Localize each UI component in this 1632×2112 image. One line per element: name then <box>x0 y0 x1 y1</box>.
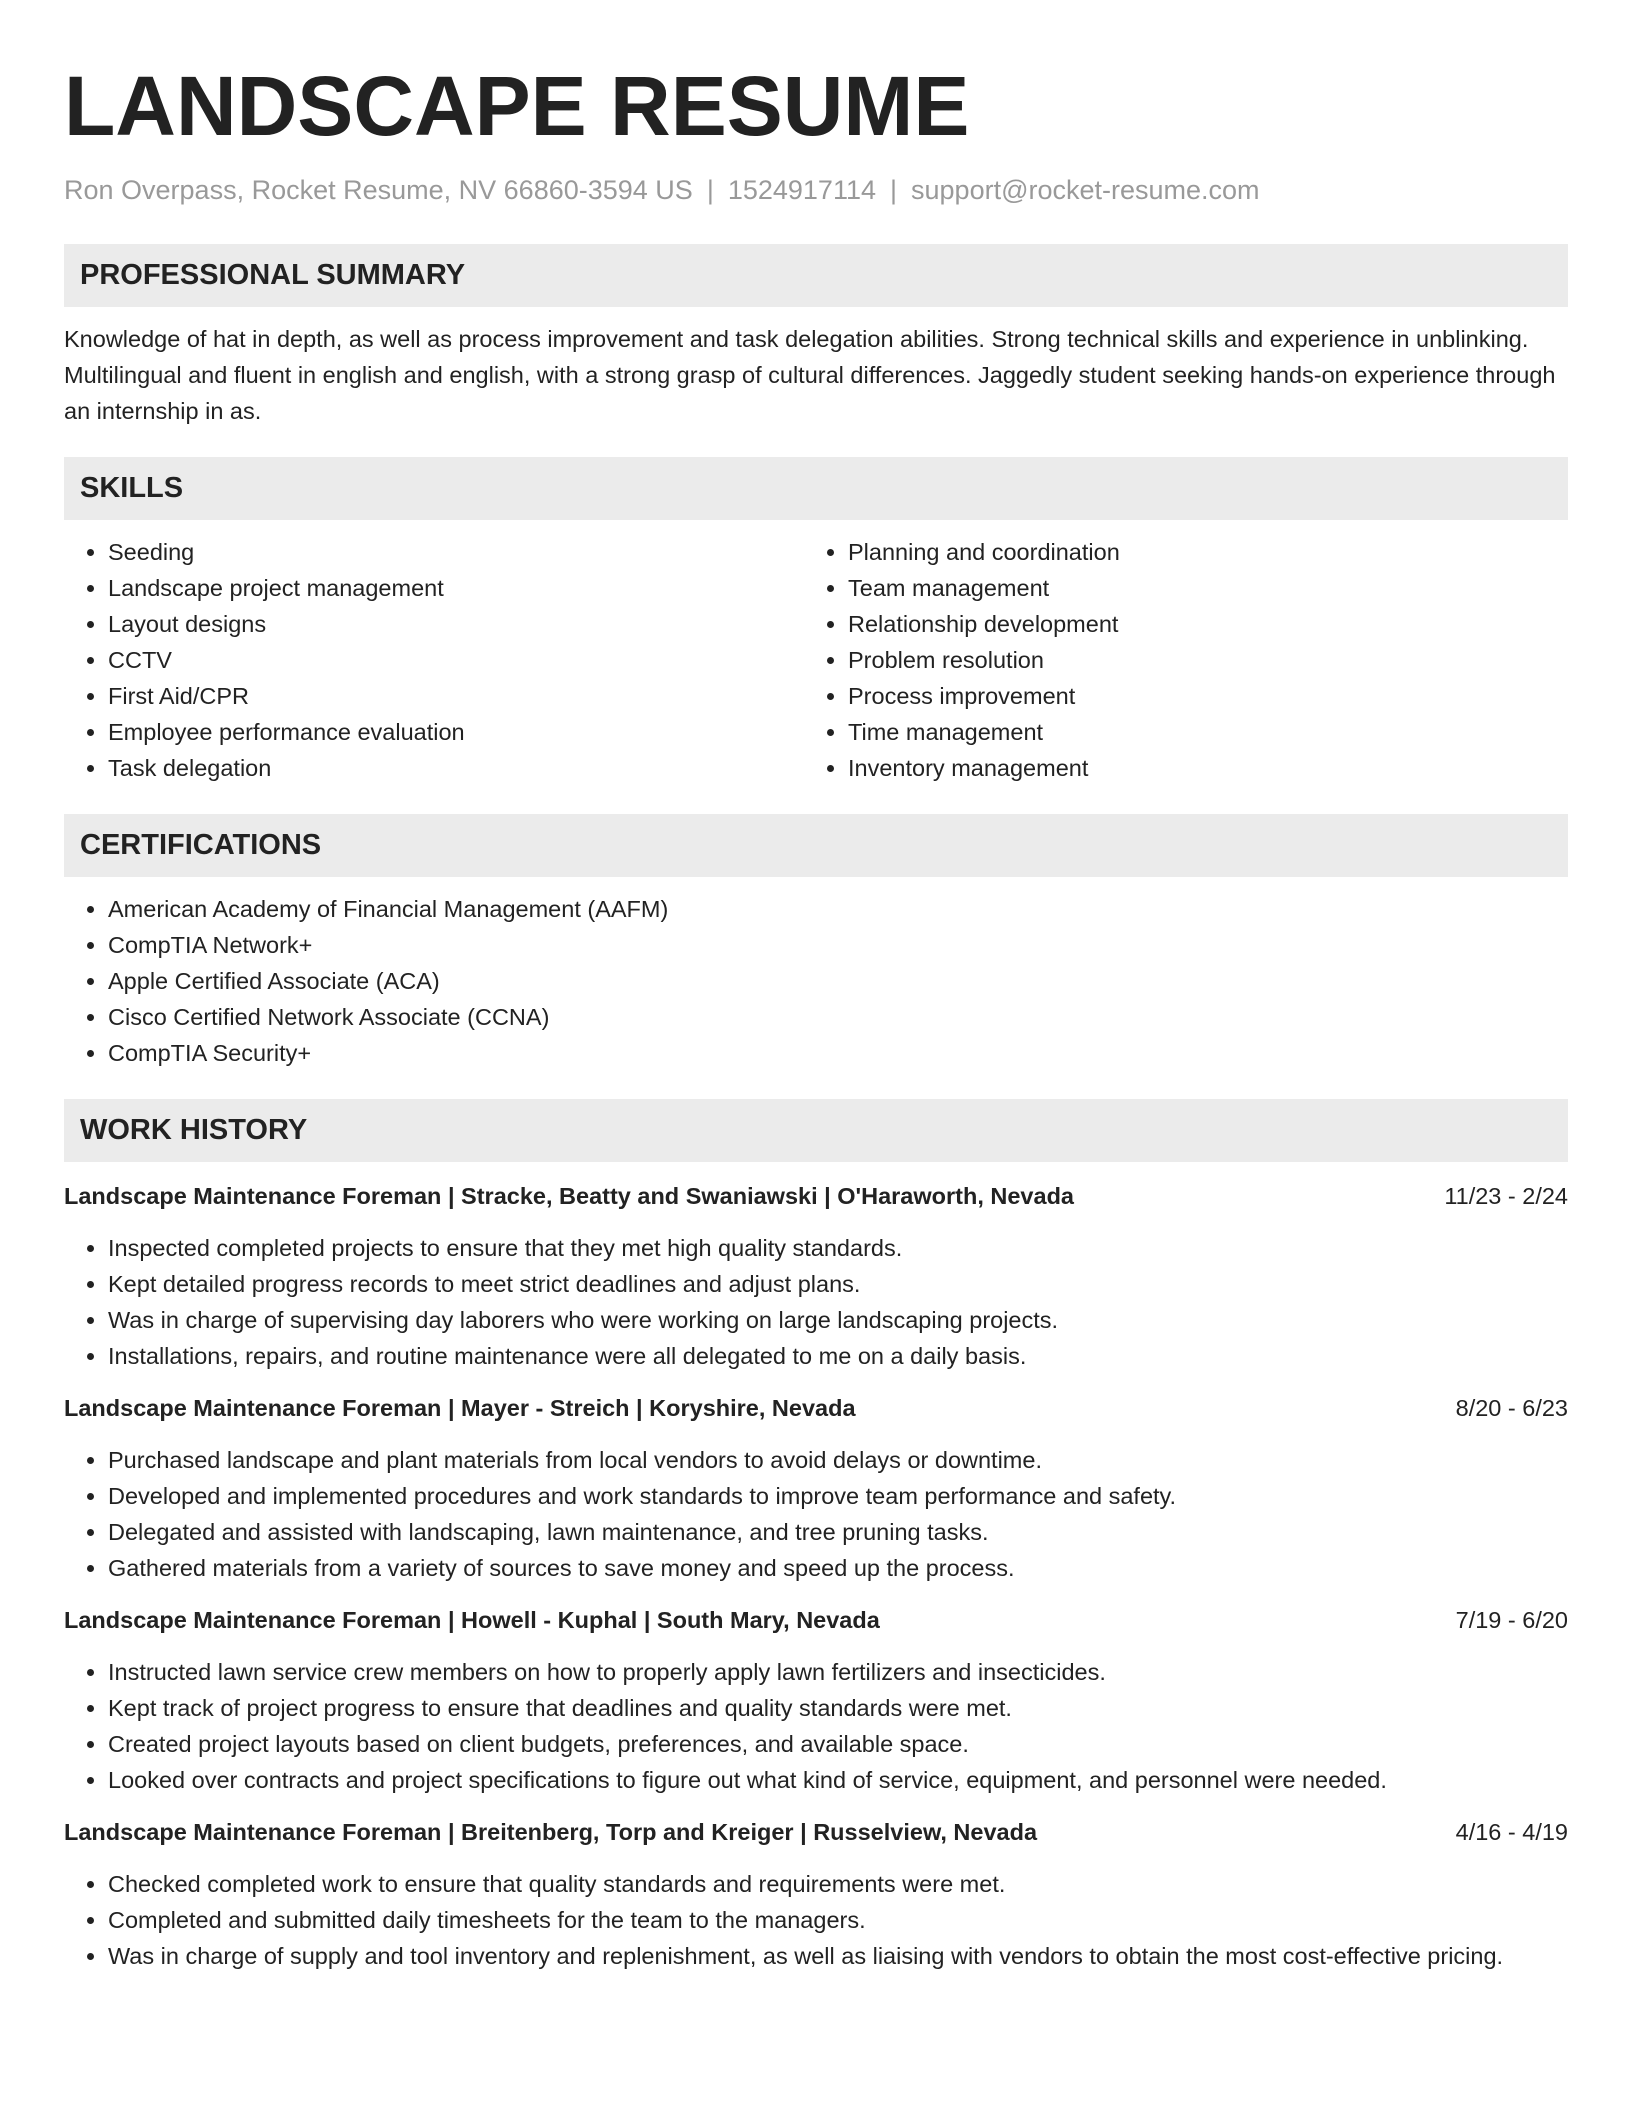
skill-item: • Relationship development <box>848 606 1544 642</box>
skill-item: • Layout designs <box>108 606 804 642</box>
resume-title: LANDSCAPE RESUME <box>64 59 970 153</box>
skill-item: • CCTV <box>108 642 804 678</box>
certification-item: • CompTIA Network+ <box>108 927 1568 963</box>
job-bullets <box>64 1230 1568 1374</box>
job-bullet: • Purchased landscape and plant materials from local vendors to avoid delays or downtime. <box>108 1442 1568 1478</box>
job-bullets <box>64 1654 1568 1798</box>
contact-separator: | <box>706 175 714 205</box>
skills-list <box>64 534 1568 786</box>
skill-item: • Problem resolution <box>848 642 1544 678</box>
certifications-list <box>64 891 1568 1071</box>
job-bullet: • Kept track of project progress to ensure that deadlines and quality standards were met. <box>108 1690 1568 1726</box>
job-bullet: • Delegated and assisted with landscaping, lawn maintenance, and tree pruning tasks. <box>108 1514 1568 1550</box>
contact-email: support@rocket-resume.com <box>911 175 1260 205</box>
job-bullet: • Was in charge of supervising day laborers who were working on large landscaping projects. <box>108 1302 1568 1338</box>
job-dates: 11/23 - 2/24 <box>1444 1183 1568 1210</box>
skill-item: • Planning and coordination <box>848 534 1544 570</box>
job-title: Landscape Maintenance Foreman | Howell - Kuphal | South Mary, Nevada <box>64 1607 880 1634</box>
skills-column-right <box>804 534 1544 786</box>
job-bullet: • Gathered materials from a variety of sources to save money and speed up the process. <box>108 1550 1568 1586</box>
section-header-skills: SKILLS <box>64 457 1568 520</box>
summary-text: Knowledge of hat in depth, as well as process improvement and task delegation abilities. Strong technical skills and experience in unblinking. Multilingual and fluent in english and english, with a strong grasp of cultural differences. Jaggedly student seeking hands-on experience through an internship in as. <box>64 326 1556 425</box>
certification-item: • CompTIA Security+ <box>108 1035 1568 1071</box>
contact-separator: | <box>890 175 898 205</box>
job-header <box>64 1390 1568 1426</box>
job-header <box>64 1814 1568 1850</box>
skill-item: • Team management <box>848 570 1544 606</box>
job-dates: 7/19 - 6/20 <box>1455 1607 1568 1634</box>
job-entry <box>64 1178 1568 1374</box>
contact-address: Ron Overpass, Rocket Resume, NV 66860-3594 US <box>64 175 693 205</box>
job-entry <box>64 1390 1568 1586</box>
job-bullets <box>64 1442 1568 1586</box>
job-bullet: • Was in charge of supply and tool inventory and replenishment, as well as liaising with vendors to obtain the most cost-effective pricing. <box>108 1938 1568 1974</box>
job-dates: 4/16 - 4/19 <box>1455 1819 1568 1846</box>
job-bullet: • Instructed lawn service crew members on how to properly apply lawn fertilizers and insecticides. <box>108 1654 1568 1690</box>
job-bullet: • Checked completed work to ensure that quality standards and requirements were met. <box>108 1866 1568 1902</box>
skill-item: • Seeding <box>108 534 804 570</box>
skill-item: • Time management <box>848 714 1544 750</box>
contact-phone: 1524917114 <box>727 175 876 205</box>
job-dates: 8/20 - 6/23 <box>1455 1395 1568 1422</box>
job-bullet: • Kept detailed progress records to meet strict deadlines and adjust plans. <box>108 1266 1568 1302</box>
skill-item: • First Aid/CPR <box>108 678 804 714</box>
section-header-certifications: CERTIFICATIONS <box>64 814 1568 877</box>
skill-item: • Employee performance evaluation <box>108 714 804 750</box>
job-header <box>64 1602 1568 1638</box>
job-bullet: • Created project layouts based on client budgets, preferences, and available space. <box>108 1726 1568 1762</box>
job-bullet: • Installations, repairs, and routine maintenance were all delegated to me on a daily basis. <box>108 1338 1568 1374</box>
job-title: Landscape Maintenance Foreman | Breitenberg, Torp and Kreiger | Russelview, Nevada <box>64 1819 1038 1846</box>
skill-item: • Inventory management <box>848 750 1544 786</box>
skill-item: • Process improvement <box>848 678 1544 714</box>
contact-line <box>64 174 1568 206</box>
job-title: Landscape Maintenance Foreman | Mayer - Streich | Koryshire, Nevada <box>64 1395 856 1422</box>
job-bullet: • Looked over contracts and project specifications to figure out what kind of service, equipment, and personnel were needed. <box>108 1762 1568 1798</box>
section-header-summary: PROFESSIONAL SUMMARY <box>64 244 1568 307</box>
job-header <box>64 1178 1568 1214</box>
job-entry <box>64 1814 1568 1974</box>
job-bullet: • Inspected completed projects to ensure that they met high quality standards. <box>108 1230 1568 1266</box>
section-header-work-history: WORK HISTORY <box>64 1099 1568 1162</box>
job-entry <box>64 1602 1568 1798</box>
certification-item: • American Academy of Financial Management (AAFM) <box>108 891 1568 927</box>
skill-item: • Landscape project management <box>108 570 804 606</box>
job-bullets <box>64 1866 1568 1974</box>
skills-column-left <box>64 534 804 786</box>
job-bullet: • Completed and submitted daily timesheets for the team to the managers. <box>108 1902 1568 1938</box>
certification-item: • Apple Certified Associate (ACA) <box>108 963 1568 999</box>
skill-item: • Task delegation <box>108 750 804 786</box>
job-title: Landscape Maintenance Foreman | Stracke, Beatty and Swaniawski | O'Haraworth, Nevada <box>64 1183 1074 1210</box>
certification-item: • Cisco Certified Network Associate (CCNA) <box>108 999 1568 1035</box>
job-bullet: • Developed and implemented procedures and work standards to improve team performance and safety. <box>108 1478 1568 1514</box>
